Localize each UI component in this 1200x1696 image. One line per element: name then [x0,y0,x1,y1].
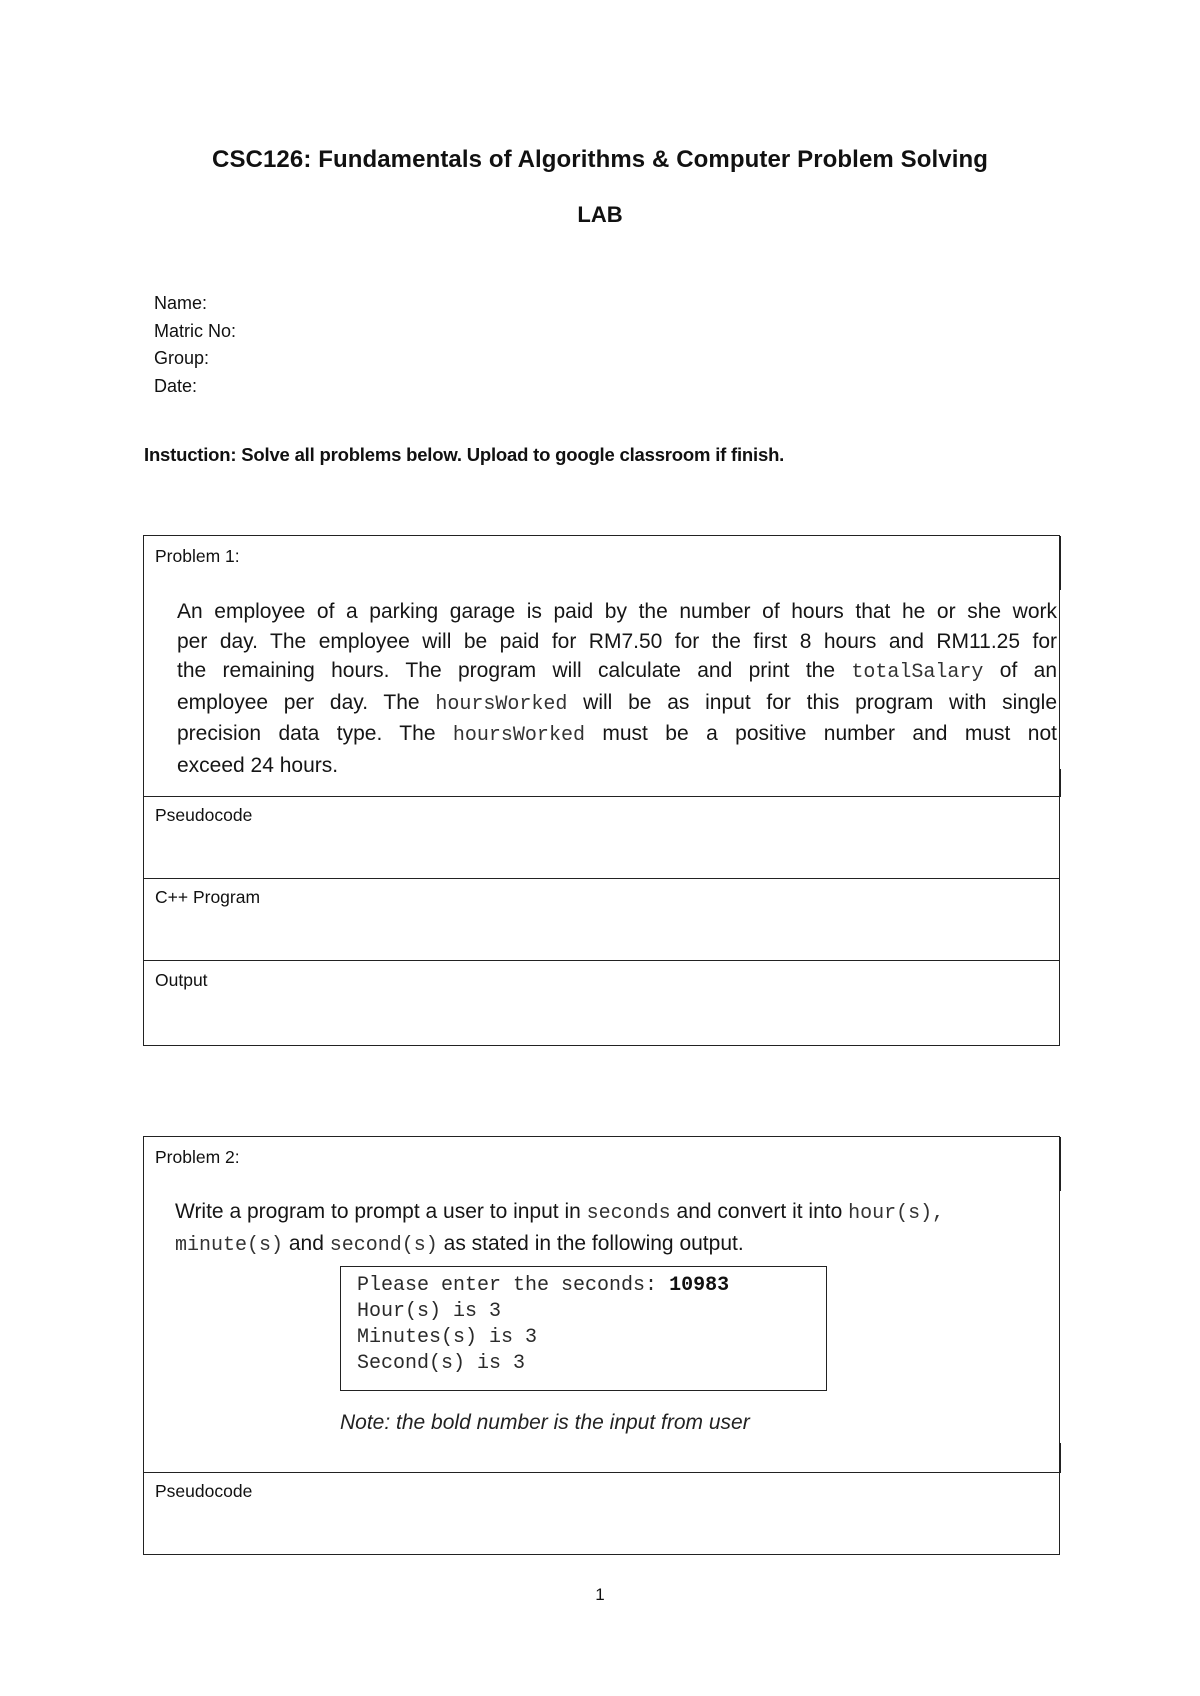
code-hours: hour(s), [848,1202,945,1225]
problem-1-line [177,719,1057,751]
section-divider [144,960,1059,961]
text-fragment: and [288,1231,324,1255]
problem-1-box [143,535,1060,1046]
text-fragment: Write a program to prompt a user to input in [175,1200,581,1223]
code-hours-worked: hoursWorked [452,724,585,747]
matric-label: Matric No: [154,320,237,341]
problem-1-line: per day. The employee will be paid for RM7.50 for the first 8 hours and RM11.25 for [177,629,1057,653]
problem-2-text [175,1197,944,1260]
text-fragment: must be a positive number and must not [602,722,1057,745]
problem-2-line [175,1229,944,1261]
problem-1-line: An employee of a parking garage is paid by the number of hours that he or she work [177,600,1057,623]
sample-output-console [340,1266,827,1391]
text-fragment: the remaining hours. The program will calculate and print the [177,659,836,682]
stub-line [1060,1443,1061,1473]
instruction-text: Instuction: Solve all problems below. Upload to google classroom if finish. [144,444,785,465]
console-prompt: Please enter the seconds: [357,1274,670,1297]
stub-line [1060,769,1061,797]
code-minutes: minute(s) [175,1233,284,1257]
page-number: 1 [595,1585,605,1604]
student-info [154,290,236,400]
page-title: CSC126: Fundamentals of Algorithms & Computer Problem Solving [212,146,988,173]
section-divider [144,1472,1059,1473]
name-label: Name: [154,293,208,313]
code-seconds: seconds [586,1202,671,1225]
date-label: Date: [154,375,198,396]
problem-1-label: Problem 1: [155,546,240,566]
text-fragment: employee per day. The [177,690,420,714]
page-subtitle: LAB [577,202,623,227]
cpp-program-label: C++ Program [155,887,261,907]
note-text: Note: the bold number is the input from user [340,1411,750,1434]
pseudocode-label: Pseudocode [155,1481,253,1501]
problem-1-text [177,597,1057,780]
output-label: Output [155,970,208,990]
console-user-input: 10983 [669,1274,730,1297]
console-line-seconds: Second(s) is 3 [357,1352,526,1375]
code-hours-worked: hoursWorked [435,692,568,716]
section-divider [144,796,1059,797]
stub-line [1060,1137,1061,1191]
console-line-minutes: Minutes(s) is 3 [357,1326,538,1349]
console-line-hours: Hour(s) is 3 [357,1300,502,1323]
text-fragment: will be as input for this program with single [583,690,1058,714]
text-fragment: of an [999,659,1057,682]
section-divider [144,878,1059,879]
code-total-salary: totalSalary [851,661,984,684]
console-line-prompt [357,1273,826,1299]
group-label: Group: [154,348,210,368]
stub-line [1060,536,1061,590]
text-fragment: and convert it into [676,1200,843,1223]
problem-1-line [177,656,1057,688]
problem-2-line [175,1197,944,1229]
text-fragment: precision data type. The [177,722,436,745]
problem-1-line [177,688,1057,720]
code-second: second(s) [329,1233,438,1257]
pseudocode-label: Pseudocode [155,805,253,825]
problem-1-line: exceed 24 hours. [177,753,339,777]
problem-2-label: Problem 2: [155,1147,240,1167]
text-fragment: as stated in the following output. [443,1231,744,1255]
